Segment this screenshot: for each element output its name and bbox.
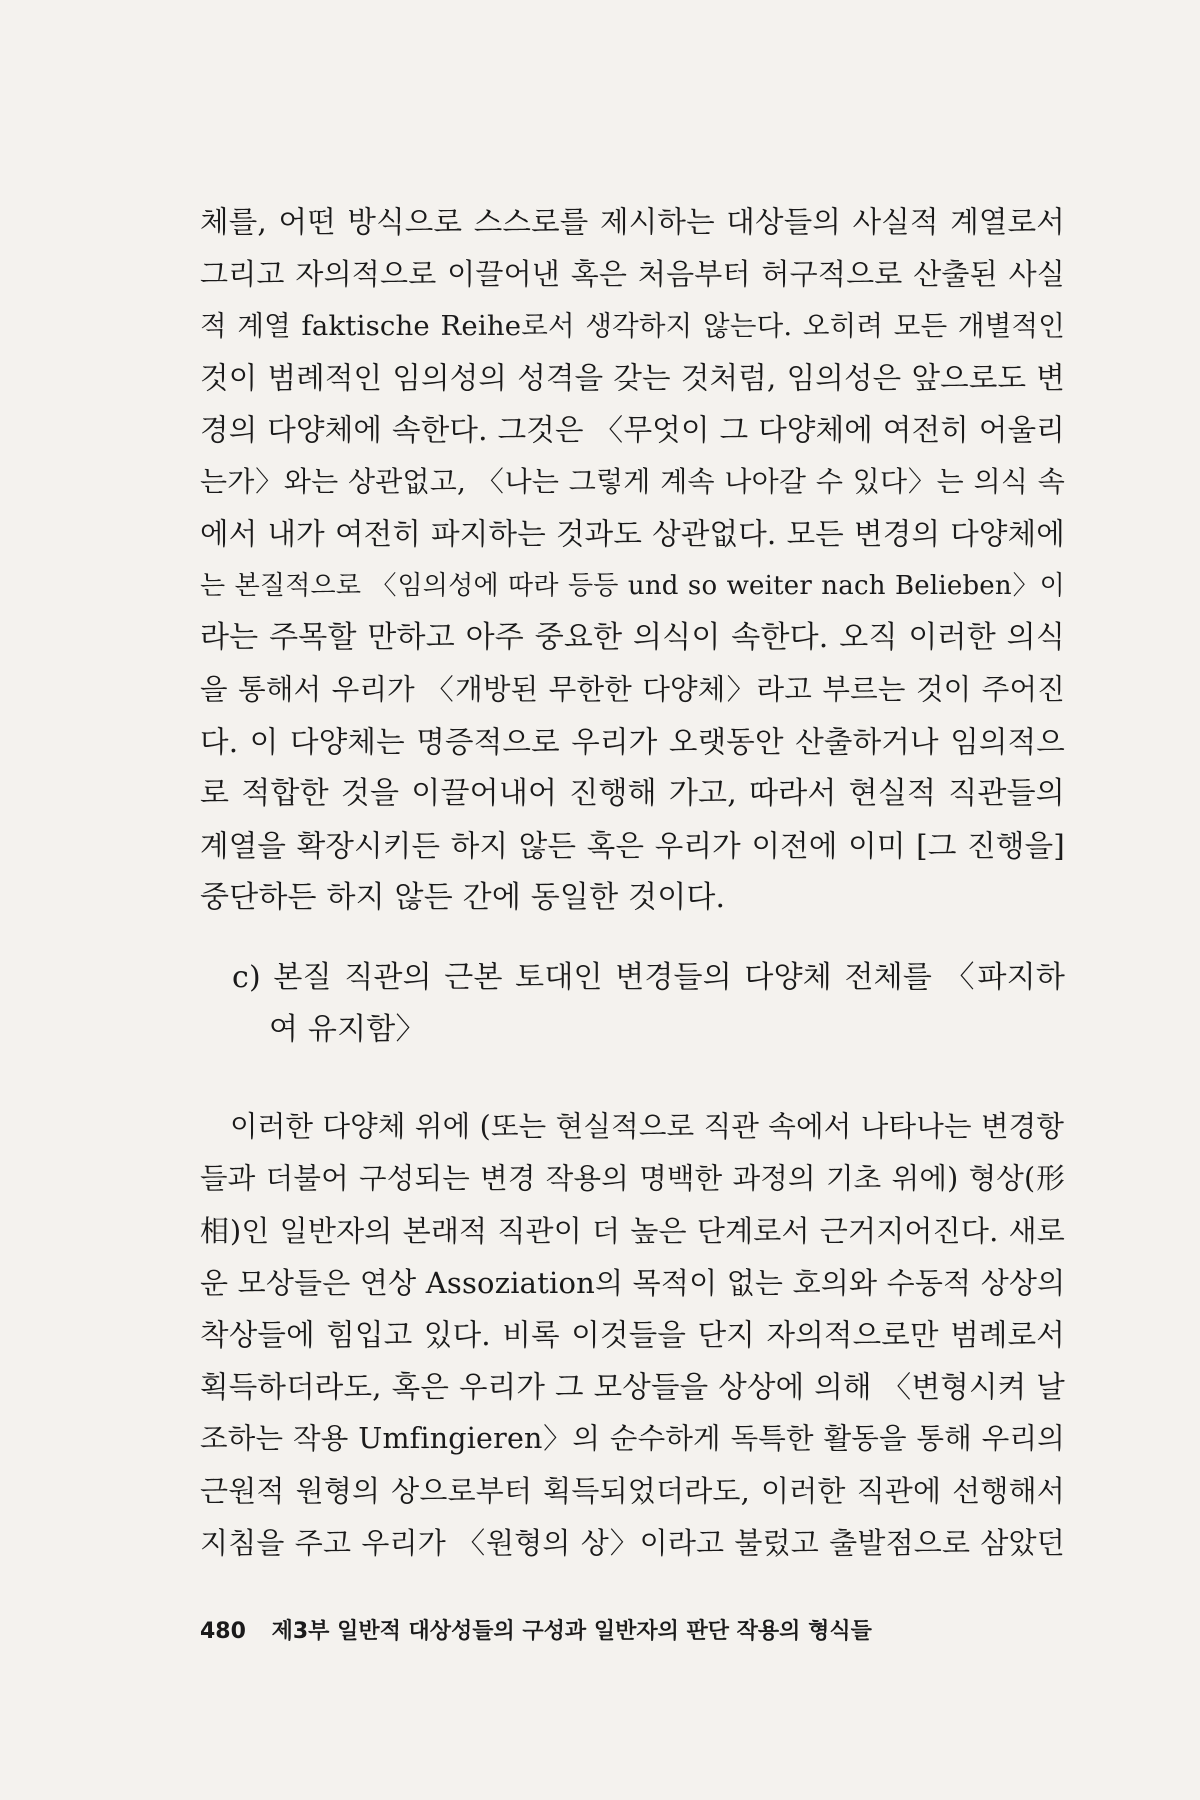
text-line: 는가〉와는 상관없고, 〈나는 그렇게 계속 나아갈 수 있다〉는 의식 속 — [200, 465, 1065, 498]
body-paragraph-1 — [200, 196, 1065, 924]
page-number: 480 — [200, 1619, 246, 1644]
text-line: 로 적합한 것을 이끌어내어 진행해 가고, 따라서 현실적 직관들의 — [200, 776, 1065, 811]
page-footer — [200, 1612, 872, 1652]
text-line: 획득하더라도, 혹은 우리가 그 모상들을 상상에 의해 〈변형시켜 날 — [200, 1370, 1065, 1404]
text-line: 운 모상들은 연상 Assoziation의 목적이 없는 호의와 수동적 상상의 — [200, 1266, 1065, 1300]
text-line: 에서 내가 여전히 파지하는 것과도 상관없다. 모든 변경의 다양체에 — [200, 517, 1065, 551]
text-line: 것이 범례적인 임의성의 성격을 갖는 것처럼, 임의성은 앞으로도 변 — [200, 361, 1065, 395]
text-line: 는 본질적으로 〈임의성에 따라 등등 und so weiter nach Belieben〉이 — [200, 571, 1065, 601]
section-heading — [232, 952, 1065, 1056]
text-line: 착상들에 힘입고 있다. 비록 이것들을 단지 자의적으로만 범례로서 — [200, 1318, 1065, 1352]
text-line: 체를, 어떤 방식으로 스스로를 제시하는 대상들의 사실적 계열로서 — [200, 205, 1065, 239]
text-line: 그리고 자의적으로 이끌어낸 혹은 처음부터 허구적으로 산출된 사실 — [200, 257, 1065, 291]
text-line: 이러한 다양체 위에 (또는 현실적으로 직관 속에서 나타나는 변경항 — [230, 1110, 1065, 1143]
body-paragraph-2 — [200, 1101, 1065, 1569]
text-line: 다. 이 다양체는 명증적으로 우리가 오랫동안 산출하거나 임의적으 — [200, 725, 1065, 759]
text-line: 지침을 주고 우리가 〈원형의 상〉이라고 불렀고 출발점으로 삼았던 — [200, 1526, 1065, 1560]
heading-line: c) 본질 직관의 근본 토대인 변경들의 다양체 전체를 〈파지하 — [232, 960, 1065, 995]
text-line: 근원적 원형의 상으로부터 획득되었더라도, 이러한 직관에 선행해서 — [200, 1474, 1065, 1508]
text-line: 적 계열 faktische Reihe로서 생각하지 않는다. 오히려 모든 개별적인 — [200, 310, 1065, 342]
text-line: 계열을 확장시키든 하지 않든 혹은 우리가 이전에 이미 [그 진행을] — [200, 829, 1065, 863]
text-line: 을 통해서 우리가 〈개방된 무한한 다양체〉라고 부르는 것이 주어진 — [200, 673, 1065, 706]
heading-line: 여 유지함〉 — [269, 1012, 426, 1047]
running-head: 제3부 일반적 대상성들의 구성과 일반자의 판단 작용의 형식들 — [271, 1619, 872, 1644]
text-line: 相)인 일반자의 본래적 직관이 더 높은 단계로서 근거지어진다. 새로 — [200, 1214, 1065, 1248]
text-line: 들과 더불어 구성되는 변경 작용의 명백한 과정의 기초 위에) 형상(形 — [200, 1162, 1065, 1195]
text-line: 라는 주목할 만하고 아주 중요한 의식이 속한다. 오직 이러한 의식 — [200, 620, 1065, 655]
text-line: 중단하든 하지 않든 간에 동일한 것이다. — [200, 880, 726, 915]
text-line: 경의 다양체에 속한다. 그것은 〈무엇이 그 다양체에 여전히 어울리 — [200, 413, 1065, 447]
text-line: 조하는 작용 Umfingieren〉의 순수하게 독특한 활동을 통해 우리의 — [200, 1422, 1065, 1455]
